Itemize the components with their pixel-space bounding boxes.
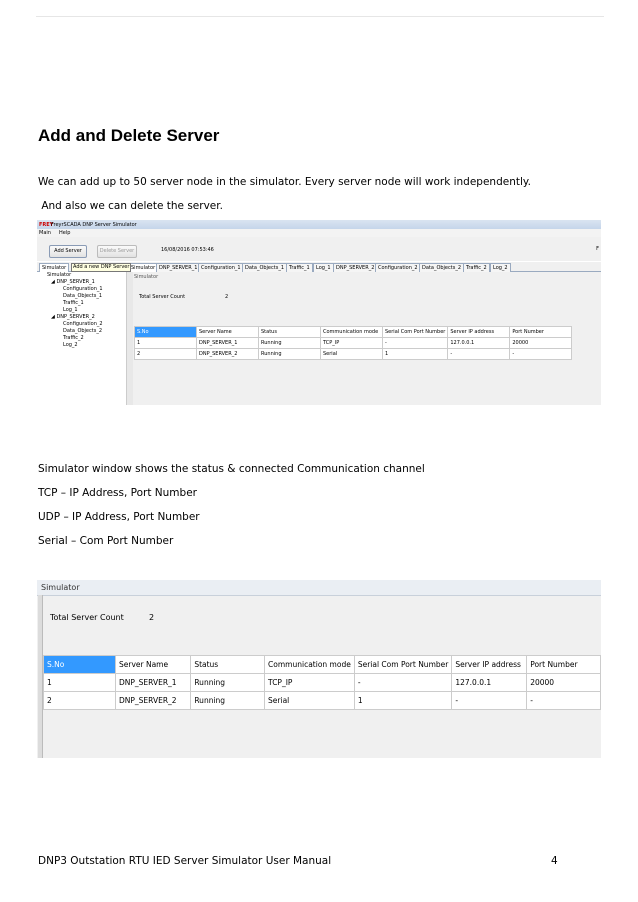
simulator-screenshot: [37, 580, 601, 758]
server-count-value: 2: [149, 613, 155, 622]
footer-title: DNP3 Outstation RTU IED Server Simulator User Manual: [38, 855, 332, 867]
server-count-value: 2: [225, 294, 229, 300]
table-cell: 20000: [527, 674, 601, 692]
tree-item[interactable]: Configuration_1: [63, 286, 103, 292]
server-tree: [37, 272, 133, 405]
paragraph: TCP – IP Address, Port Number: [38, 487, 197, 499]
column-header[interactable]: Server IP address: [452, 656, 527, 674]
table-cell: Serial: [265, 692, 355, 710]
tree-item[interactable]: Log_2: [63, 342, 78, 348]
tab-log-2[interactable]: Log_2: [490, 263, 511, 272]
tree-item-label: DNP_SERVER_2: [56, 314, 95, 320]
simulator-label: Simulator: [134, 274, 159, 280]
paragraph: UDP – IP Address, Port Number: [38, 511, 200, 523]
column-header[interactable]: Port Number: [527, 656, 601, 674]
column-header[interactable]: Serial Com Port Number: [354, 656, 452, 674]
paragraph: Serial – Com Port Number: [38, 535, 174, 547]
table-cell: -: [452, 692, 527, 710]
table-cell: DNP_SERVER_1: [116, 674, 191, 692]
column-header[interactable]: S.No: [44, 656, 116, 674]
column-header[interactable]: Server IP address: [448, 327, 510, 338]
table-cell: TCP_IP: [321, 338, 383, 349]
simulator-label: Simulator: [41, 583, 80, 592]
table-cell: -: [510, 349, 572, 360]
tab-configuration-1[interactable]: Configuration_1: [198, 263, 244, 272]
table-header-row: [135, 327, 572, 338]
tree-item[interactable]: Data_Objects_2: [63, 328, 103, 334]
menu-help[interactable]: Help: [59, 230, 71, 236]
table-row[interactable]: [135, 338, 572, 349]
table-cell: DNP_SERVER_2: [116, 692, 191, 710]
tab-simulator-active[interactable]: Simulator: [128, 263, 158, 272]
tab-data-objects-1[interactable]: Data_Objects_1: [242, 263, 287, 272]
simulator-panel: [133, 272, 601, 405]
table-cell: Running: [191, 692, 265, 710]
tree-item[interactable]: Log_1: [63, 307, 78, 313]
table-cell: 2: [44, 692, 116, 710]
column-header[interactable]: Server Name: [116, 656, 191, 674]
delete-server-button[interactable]: Delete Server: [97, 245, 137, 258]
tab-traffic-1[interactable]: Traffic_1: [286, 263, 313, 272]
table-cell: DNP_SERVER_2: [197, 349, 259, 360]
tab-dnp-server-1[interactable]: DNP_SERVER_1: [156, 263, 200, 272]
table-cell: Running: [259, 338, 321, 349]
tree-item[interactable]: Data_Objects_1: [63, 293, 103, 299]
server-count-label: Total Server Count: [139, 294, 186, 300]
table-cell: -: [354, 674, 452, 692]
timestamp: 16/08/2016 07:53:46: [161, 247, 214, 253]
toolbar: [37, 237, 601, 261]
tree-item[interactable]: Simulator: [47, 272, 72, 278]
tree-item-label: DNP_SERVER_1: [56, 279, 95, 285]
page-number: 4: [551, 855, 558, 867]
table-cell: 127.0.0.1: [452, 674, 527, 692]
simulator-header: [37, 580, 601, 596]
table-cell: 20000: [510, 338, 572, 349]
edge-glyph: F: [596, 246, 599, 252]
section-heading: Add and Delete Server: [38, 126, 220, 145]
table-header-row: [44, 656, 601, 674]
paragraph: And also we can delete the server.: [38, 200, 223, 212]
table-cell: 1: [135, 338, 197, 349]
table-cell: -: [448, 349, 510, 360]
column-header[interactable]: S.No: [135, 327, 197, 338]
tab-data-objects-2[interactable]: Data_Objects_2: [419, 263, 464, 272]
add-server-tooltip: Add a new DNP Server: [73, 264, 130, 270]
tab-log-1[interactable]: Log_1: [313, 263, 334, 272]
server-table: [134, 326, 572, 360]
table-cell: 1: [354, 692, 452, 710]
column-header[interactable]: Port Number: [510, 327, 572, 338]
menu-main[interactable]: Main: [39, 230, 51, 236]
table-cell: -: [527, 692, 601, 710]
column-header[interactable]: Communication mode: [265, 656, 355, 674]
column-header[interactable]: Server Name: [197, 327, 259, 338]
tab-simulator[interactable]: Simulator: [39, 263, 69, 272]
tab-dnp-server-2[interactable]: DNP_SERVER_2: [333, 263, 377, 272]
table-cell: 2: [135, 349, 197, 360]
table-cell: Running: [259, 349, 321, 360]
add-server-button[interactable]: Add Server: [49, 245, 87, 258]
table-row[interactable]: [44, 674, 601, 692]
app-screenshot: [37, 220, 601, 405]
window-title: FreyrSCADA DNP Server Simulator: [51, 222, 137, 228]
table-cell: -: [383, 338, 448, 349]
table-cell: TCP_IP: [265, 674, 355, 692]
splitter[interactable]: [126, 272, 133, 405]
table-cell: 1: [383, 349, 448, 360]
tree-item[interactable]: ◢ DNP_SERVER_2: [51, 314, 95, 320]
tree-item[interactable]: Traffic_1: [63, 300, 84, 306]
table-cell: Running: [191, 674, 265, 692]
column-header[interactable]: Communication mode: [321, 327, 383, 338]
tab-traffic-2[interactable]: Traffic_2: [463, 263, 490, 272]
app-logo: FREY: [39, 222, 54, 228]
header-rule: [36, 16, 604, 17]
column-header[interactable]: Status: [259, 327, 321, 338]
server-table: [43, 655, 601, 710]
table-cell: 1: [44, 674, 116, 692]
menu-bar: [37, 229, 601, 237]
table-row[interactable]: [44, 692, 601, 710]
table-row[interactable]: [135, 349, 572, 360]
server-count-label: Total Server Count: [50, 613, 124, 622]
tree-item[interactable]: ◢ DNP_SERVER_1: [51, 279, 95, 285]
table-cell: 127.0.0.1: [448, 338, 510, 349]
table-cell: DNP_SERVER_1: [197, 338, 259, 349]
title-bar: [37, 220, 601, 229]
paragraph: We can add up to 50 server node in the simulator. Every server node will work independently.: [38, 176, 531, 188]
column-header[interactable]: Serial Com Port Number: [383, 327, 448, 338]
paragraph: Simulator window shows the status & connected Communication channel: [38, 463, 425, 475]
tree-item[interactable]: Configuration_2: [63, 321, 103, 327]
tree-item[interactable]: Traffic_2: [63, 335, 84, 341]
table-cell: Serial: [321, 349, 383, 360]
column-header[interactable]: Status: [191, 656, 265, 674]
tab-configuration-2[interactable]: Configuration_2: [375, 263, 421, 272]
